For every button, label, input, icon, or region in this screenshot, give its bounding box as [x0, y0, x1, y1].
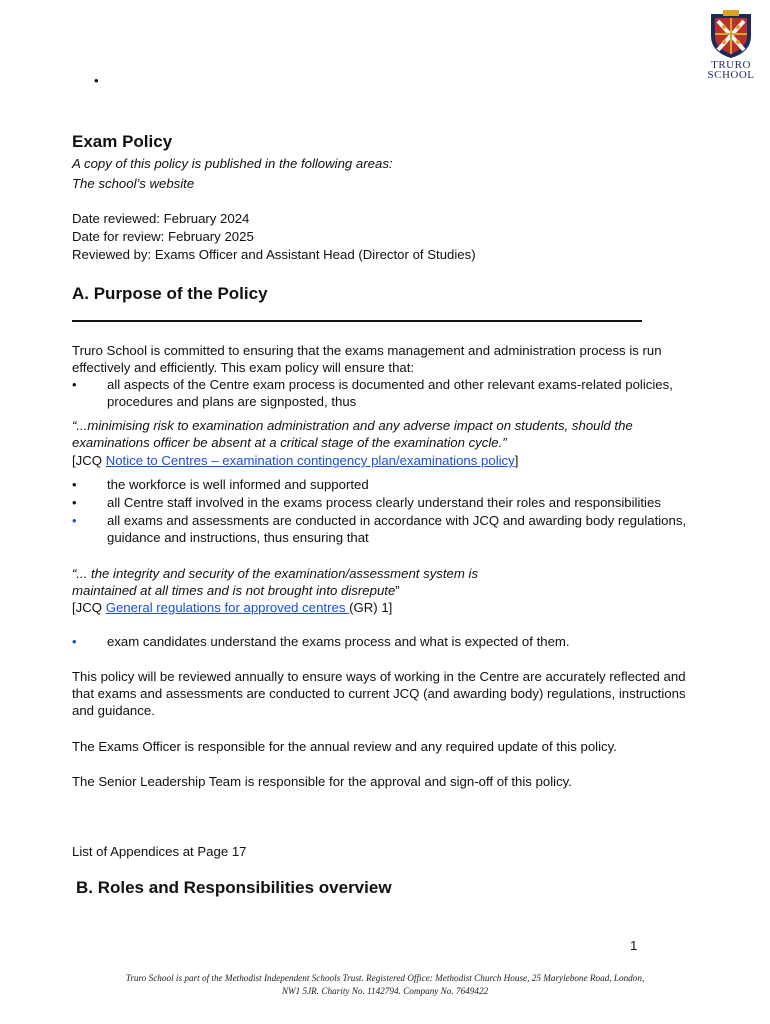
logo-text-line2: SCHOOL [707, 69, 755, 81]
bullet-icon: • [72, 495, 77, 510]
contingency-plan-link[interactable]: Notice to Centres – examination contingency plan/examinations policy [105, 453, 515, 468]
quote-1-line-2: examinations officer be absent at a critical stage of the examination cycle.” [72, 435, 507, 450]
quote-2-text: maintained at all times and is not brought into disrepute [72, 583, 396, 598]
reference-2-suffix: (GR) 1] [349, 600, 393, 615]
general-regulations-link[interactable]: General regulations for approved centres [105, 600, 350, 615]
reference-2 [72, 599, 392, 616]
bullet-icon: • [72, 477, 77, 492]
reference-1-suffix: ] [514, 453, 519, 468]
school-crest-icon [708, 10, 754, 60]
page-title: Exam Policy [72, 132, 173, 151]
slt-paragraph: The Senior Leadership Team is responsible for the approval and sign-off of this policy. [72, 774, 572, 789]
review-paragraph-line-1: This policy will be reviewed annually to ensure ways of working in the Centre are accurately reflected and [72, 669, 686, 684]
bullet-icon: • [72, 377, 77, 392]
appendices-note: List of Appendices at Page 17 [72, 844, 247, 859]
page-number: 1 [630, 938, 638, 953]
date-reviewed: Date reviewed: February 2024 [72, 211, 250, 226]
section-b-heading: B. Roles and Responsibilities overview [76, 878, 392, 897]
quote-2-line-1: “... the integrity and security of the examination/assessment system is [72, 566, 479, 581]
review-paragraph-line-2: that exams and assessments are conducted to current JCQ (and awarding body) regulations, instructions [72, 686, 686, 701]
quote-2-line-2 [72, 582, 400, 599]
reference-1 [72, 452, 518, 469]
intro-line-1: Truro School is committed to ensuring that the exams management and administration process is run [72, 343, 662, 358]
bullet-icon: • [72, 634, 77, 649]
reviewed-by: Reviewed by: Exams Officer and Assistant Head (Director of Studies) [72, 247, 476, 262]
section-a-heading: A. Purpose of the Policy [72, 284, 268, 303]
bullet-1-line-1: all aspects of the Centre exam process is documented and other relevant exams-related policies, [107, 377, 673, 392]
footer-line-2: NW1 5JR. Charity No. 1142794. Company No. 7649422 [281, 986, 489, 996]
bullet-5: exam candidates understand the exams process and what is expected of them. [107, 634, 570, 649]
reference-1-prefix: [JCQ [72, 453, 106, 468]
bullet-2: the workforce is well informed and supported [107, 477, 369, 492]
bullet-4-line-1: all exams and assessments are conducted in accordance with JCQ and awarding body regulations, [107, 513, 687, 528]
heading-rule [72, 320, 642, 322]
quote-2-close: ” [395, 583, 400, 598]
quote-1-line-1: “...minimising risk to examination administration and any adverse impact on students, should the [72, 418, 633, 433]
bullet-3: all Centre staff involved in the exams process clearly understand their roles and responsibilities [107, 495, 661, 510]
reference-2-prefix: [JCQ [72, 600, 106, 615]
intro-line-2: effectively and efficiently. This exam policy will ensure that: [72, 360, 415, 375]
bullet-icon: • [72, 513, 77, 528]
logo-text-line1: TRURO [711, 59, 751, 71]
bullet-4-line-2: guidance and instructions, thus ensuring that [107, 530, 369, 545]
published-intro: A copy of this policy is published in the following areas: [72, 156, 393, 171]
school-logo [703, 10, 759, 80]
exams-officer-paragraph: The Exams Officer is responsible for the annual review and any required update of this policy. [72, 739, 617, 754]
published-area: The school’s website [72, 176, 195, 191]
bullet-1-line-2: procedures and plans are signposted, thus [107, 394, 357, 409]
review-paragraph-line-3: and guidance. [72, 703, 155, 718]
date-for-review: Date for review: February 2025 [72, 229, 254, 244]
stray-bullet: • [94, 73, 99, 88]
footer-line-1: Truro School is part of the Methodist Independent Schools Trust. Registered Office: Methodist Church House, 25 Marylebone Road, London, [125, 973, 645, 983]
